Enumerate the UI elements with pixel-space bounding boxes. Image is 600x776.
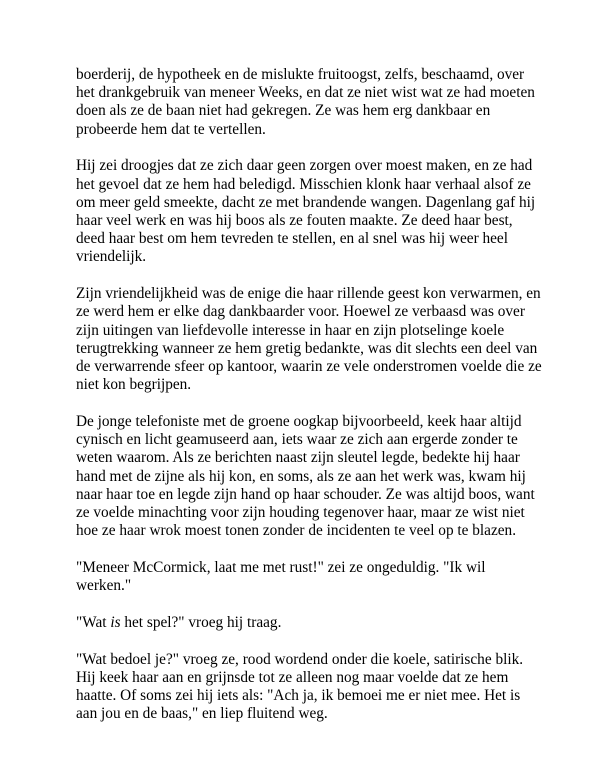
document-page [76,66,600,724]
paragraph-2: Hij zei droogjes dat ze zich daar geen zorgen over moest maken, en ze had het gevoel dat ze hem had beledigd. Misschien klonk haar verhaal alsof ze om meer geld smeekte, dacht ze met brandende wangen. Dagenlang gaf hij haar veel werk en was hij boos als ze fouten maakte. Ze deed haar best, deed haar best om hem tevreden te stellen, en al snel was hij weer heel vriendelijk. [76,157,536,266]
paragraph-6 [76,614,600,632]
paragraph-6-end: het spel?" vroeg hij traag. [120,614,282,632]
paragraph-4: De jonge telefoniste met de groene oogkap bijvoorbeeld, keek haar altijd cynisch en licht geamuseerd aan, iets waar ze zich aan ergerde zonder te weten waarom. Als ze berichten naast zijn sleutel legde, bedekte hij haar hand met de zijne als hij kon, en soms, als ze aan het werk was, kwam hij naar haar toe en legde zijn hand op haar schouder. Ze was altijd boos, want ze voelde minachting voor zijn houding tegenover haar, maar ze wist niet hoe ze haar wrok moest tonen zonder de incidenten te veel op te blazen. [76,413,535,540]
paragraph-6-start: "Wat [76,614,111,632]
paragraph-1: boerderij, de hypotheek en de mislukte fruitoogst, zelfs, beschaamd, over het drankgebruik van meneer Weeks, en dat ze niet wist wat ze had moeten doen als ze de baan niet had gekregen. Ze was hem erg dankbaar en probeerde hem dat te vertellen. [76,66,535,138]
paragraph-7: "Wat bedoel je?" vroeg ze, rood wordend onder die koele, satirische blik. Hij keek haar aan en grijnsde tot ze alleen nog maar voelde dat ze hem haatte. Of soms zei hij iets als: "Ach ja, ik bemoei me er niet mee. Het is aan jou en de baas," en liep fluitend weg. [76,650,524,723]
paragraph-5: "Meneer McCormick, laat me met rust!" zei ze ongeduldig. "Ik wil werken." [76,559,486,595]
paragraph-3: Zijn vriendelijkheid was de enige die haar rillende geest kon verwarmen, en ze werd hem er elke dag dankbaarder voor. Hoewel ze verbaasd was over zijn uitingen van liefdevolle interesse in haar en zijn plotselinge koele terugtrekking wanneer ze hem gretig bedankte, was dit slechts een deel van de verwarrende sfeer op kantoor, waarin ze vele onderstromen voelde die ze niet kon begrijpen. [76,285,542,394]
emphasized-word: is [110,614,121,632]
